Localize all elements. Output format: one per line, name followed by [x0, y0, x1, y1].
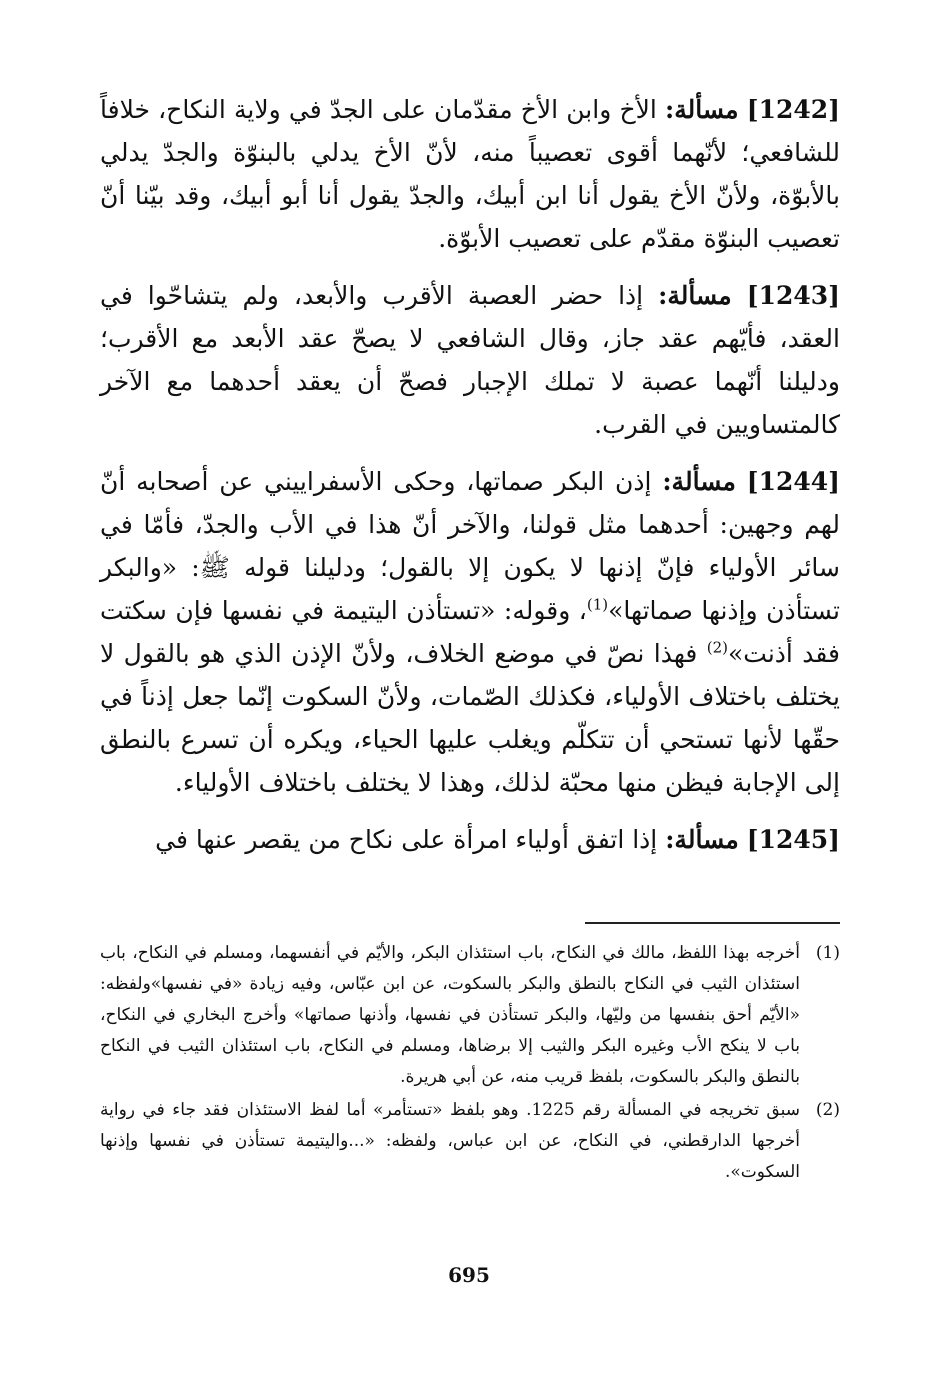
- footnote-separator: [585, 922, 840, 924]
- main-text: [100, 88, 840, 875]
- paragraph-text: الأخ وابن الأخ مقدّمان على الجدّ في ولاية النكاح، خلافاً للشافعي؛ لأنّهما أقوى تعصيباً منه، لأنّ الأخ يدلي بالبنوّة والجدّ يدلي بالأبوّة، ولأنّ الأخ يقول أنا ابن أبيك، والجدّ يقول أنا أبو أبيك، وقد بيّنا أنّ تعصيب البنوّة مقدّم على تعصيب الأبوّة.: [100, 95, 840, 253]
- issue-label: مسألة:: [658, 281, 732, 310]
- paragraph-text: إذا اتفق أولياء امرأة على نكاح من يقصر عنها في: [155, 825, 658, 854]
- issue-number: [1243]: [746, 281, 840, 310]
- footnote-number: (2): [815, 1100, 840, 1120]
- paragraph-1242: [100, 88, 840, 260]
- issue-label: مسألة:: [665, 825, 739, 854]
- issue-number: [1245]: [746, 825, 840, 854]
- paragraph-text: فهذا نصّ في موضع الخلاف، ولأنّ الإذن الذي هو بالقول لا يختلف باختلاف الأولياء، فكذلك الصّمات، ولأنّ السكوت إنّما جعل إذناً في حقّها لأنها تستحي أن تتكلّم ويغلب عليها الحياء، ويكره أن تسرع بالنطق إلى الإجابة فيظن منها محبّة لذلك، وهذا لا يختلف باختلاف الأولياء.: [100, 639, 840, 797]
- footnote-1: [100, 938, 840, 1093]
- footnote-text: أخرجه بهذا اللفظ، مالك في النكاح، باب استئذان البكر، والأيّم في أنفسهما، ومسلم في النكاح، باب استئذان الثيب في النكاح بالنطق والبكر بالسكوت، عن ابن عبّاس، وفيه زيادة «في نفسها»ولفظه: «الأيّم أحق بنفسها من وليّها، والبكر تستأذن في نفسها، وأذنها صماتها» وأخرج البخاري في النكاح، باب لا ينكح الأب وغيره البكر والثيب إلا برضاها، ومسلم في النكاح، باب استئذان الثيب في النكاح بالنطق والبكر بالسكوت، بلفظ قريب منه، عن أبي هريرة.: [100, 943, 800, 1087]
- issue-number: [1242]: [746, 95, 841, 124]
- footnote-number: (1): [815, 943, 840, 963]
- paragraph-1244: [100, 460, 840, 804]
- footnote-text: سبق تخريجه في المسألة رقم 1225. وهو بلفظ «تستأمر» أما لفظ الاستئذان فقد جاء في رواية أخرجها الدارقطني، في النكاح، عن ابن عباس، ولفظه: «...واليتيمة تستأذن في نفسها وإذنها السكوت».: [100, 1100, 800, 1182]
- issue-number: [1244]: [746, 467, 840, 496]
- issue-label: مسألة:: [664, 95, 739, 124]
- paragraph-text: إذا حضر العصبة الأقرب والأبعد، ولم يتشاحّوا في العقد، فأيّهم عقد جاز، وقال الشافعي لا يصحّ عقد الأبعد مع الأقرب؛ ودليلنا أنّهما عصبة لا تملك الإجبار فصحّ أن يعقد أحدهما مع الآخر كالمتساويين في القرب.: [100, 281, 840, 439]
- page-number: 695: [448, 1263, 490, 1287]
- footnotes: [100, 938, 840, 1190]
- footnote-2: [100, 1095, 840, 1188]
- paragraph-text: إذن البكر صماتها، وحكى الأسفراييني عن أصحابه أنّ لهم وجهين: أحدهما مثل قولنا، والآخر أنّ هذا في الأب والجدّ، فأمّا في سائر الأولياء فإنّ إذنها لا يكون إلا بالقول؛ ودليلنا قوله ﷺ: «والبكر تستأذن وإذنها صماتها»: [100, 467, 841, 625]
- paragraph-text: ، وقوله: «تستأذن اليتيمة في نفسها فإن سكتت فقد أذنت»: [100, 596, 841, 668]
- footnote-ref-1[interactable]: (1): [586, 595, 609, 614]
- footnote-ref-2[interactable]: (2): [706, 638, 728, 657]
- paragraph-1245: [100, 818, 840, 861]
- issue-label: مسألة:: [662, 467, 736, 496]
- paragraph-1243: [100, 274, 840, 446]
